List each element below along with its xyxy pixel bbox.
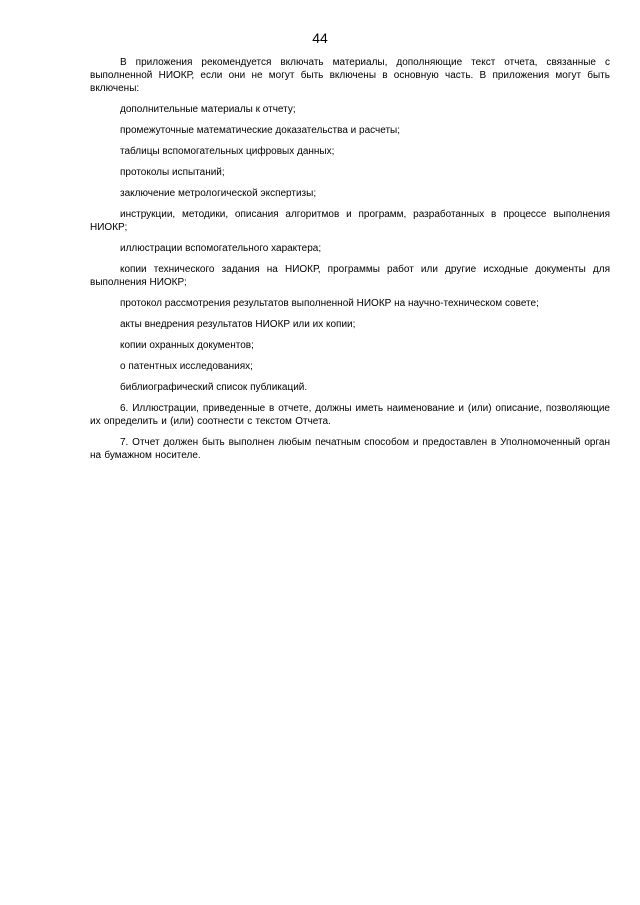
paragraph-7: 7. Отчет должен быть выполнен любым печатным способом и предоставлен в Уполномоченный орган на бумажном носителе. [90, 437, 610, 461]
list-item: акты внедрения результатов НИОКР или их копии; [120, 319, 356, 330]
list-item: копии технического задания на НИОКР, программы работ или другие исходные документы для выполнения НИОКР; [90, 264, 610, 288]
list-item: иллюстрации вспомогательного характера; [120, 243, 322, 254]
paragraph-6: 6. Иллюстрации, приведенные в отчете, должны иметь наименование и (или) описание, позволяющие их определить и (или) соотнести с текстом Отчета. [90, 403, 610, 427]
list-item: таблицы вспомогательных цифровых данных; [120, 146, 335, 157]
document-body [90, 56, 610, 470]
list-item: инструкции, методики, описания алгоритмов и программ, разработанных в процессе выполнения НИОКР; [90, 209, 610, 233]
list-item: промежуточные математические доказательства и расчеты; [120, 125, 401, 136]
list-item: заключение метрологической экспертизы; [120, 188, 317, 199]
intro-paragraph: В приложения рекомендуется включать материалы, дополняющие текст отчета, связанные с выполненной НИОКР, если они не могут быть включены в основную часть. В приложения могут быть включены: [90, 57, 610, 94]
page-number: 44 [312, 30, 328, 46]
list-item: дополнительные материалы к отчету; [120, 104, 296, 115]
list-item: библиографический список публикаций. [120, 382, 308, 393]
list-item: протоколы испытаний; [120, 167, 225, 178]
appendix-list [90, 103, 610, 394]
list-item: протокол рассмотрения результатов выполненной НИОКР на научно-техническом совете; [120, 298, 539, 309]
list-item: копии охранных документов; [120, 340, 254, 351]
list-item: о патентных исследованиях; [120, 361, 253, 372]
